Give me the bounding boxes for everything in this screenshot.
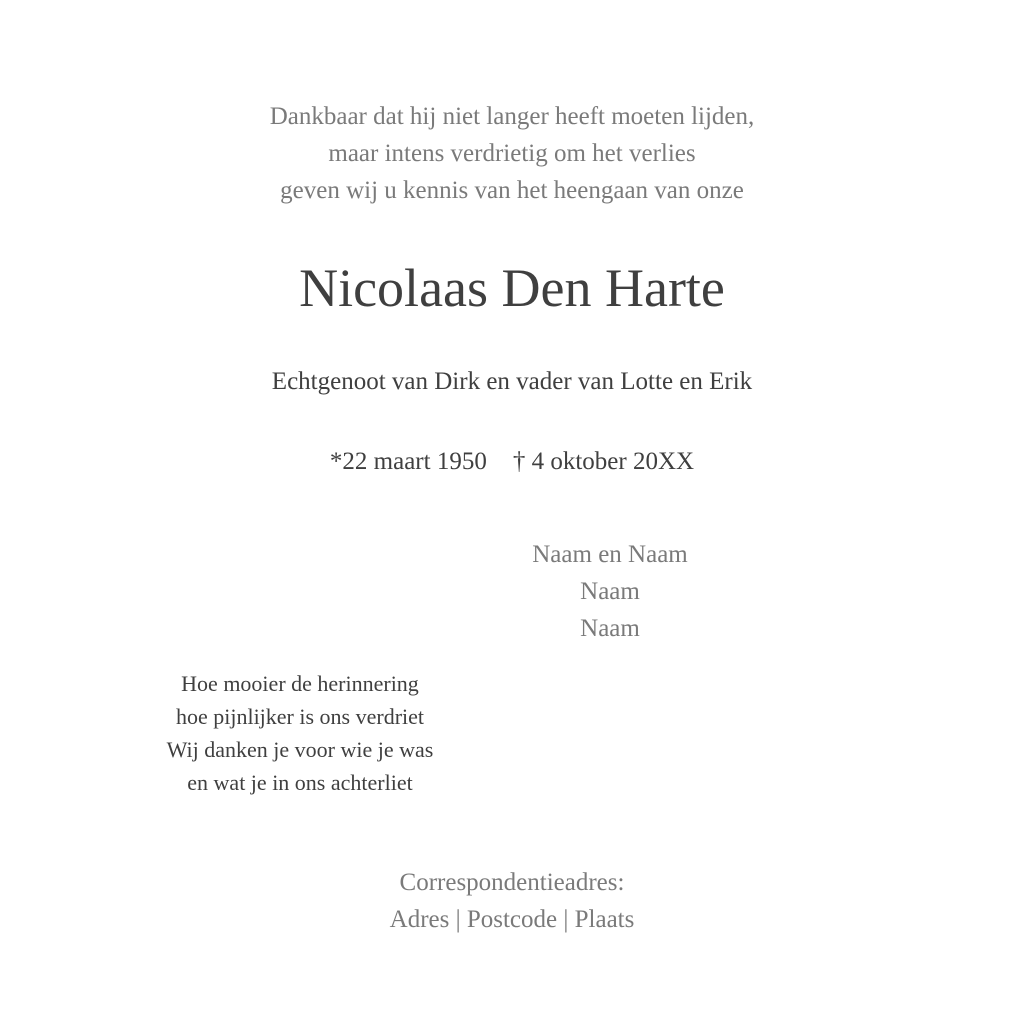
family-names (470, 536, 750, 647)
family-name-line: Naam en Naam (532, 541, 688, 568)
correspondence-label: Correspondentieadres: (399, 869, 625, 896)
correspondence-address (0, 864, 1024, 938)
memorial-poem (100, 667, 500, 799)
poem-line: Hoe mooier de herinnering (181, 671, 419, 696)
death-date: † 4 oktober 20XX (512, 448, 695, 475)
deceased-name: Nicolaas Den Harte (299, 258, 725, 318)
relation-text: Echtgenoot van Dirk en vader van Lotte en Erik (271, 368, 753, 395)
correspondence-value: Adres | Postcode | Plaats (389, 906, 635, 933)
intro-line: maar intens verdrietig om het verlies (328, 140, 696, 167)
intro-line: geven wij u kennis van het heengaan van onze (280, 177, 744, 204)
poem-line: hoe pijnlijker is ons verdriet (175, 704, 425, 729)
poem-line: Wij danken je voor wie je was (166, 737, 434, 762)
poem-line: en wat je in ons achterliet (187, 770, 413, 795)
birth-date: *22 maart 1950 (329, 448, 487, 475)
family-name-line: Naam (580, 615, 640, 642)
intro-line: Dankbaar dat hij niet langer heeft moeten lijden, (269, 103, 755, 130)
life-dates (0, 444, 1024, 480)
intro-text (0, 98, 1024, 209)
family-name-line: Naam (580, 578, 640, 605)
